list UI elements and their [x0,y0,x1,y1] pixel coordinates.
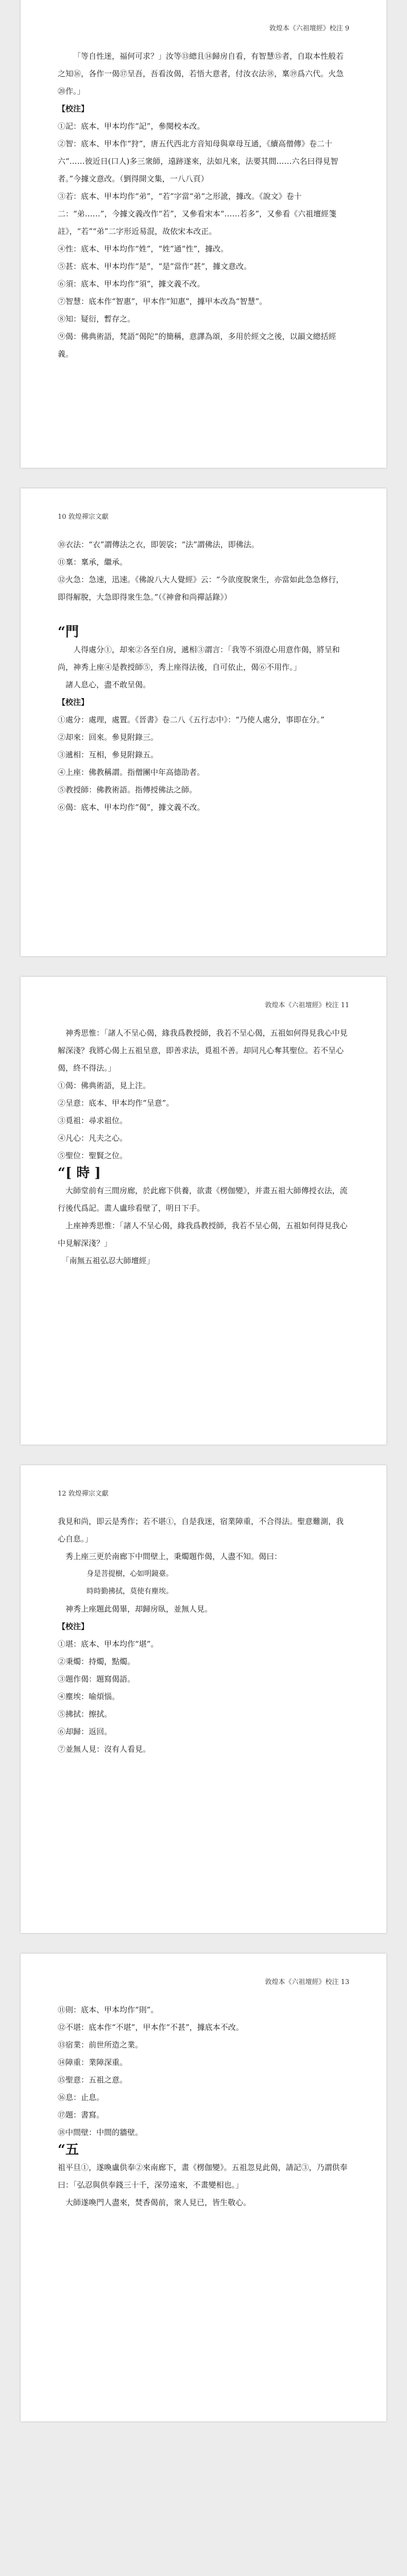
page-body [58,536,349,816]
annotation: ⑮聖意：五祖之意。 [58,2075,128,2084]
document-page-4 [21,1465,386,1933]
annotation: ⑰題：書寫。 [58,2110,105,2120]
annotation: ⑥却歸：返回。 [58,1727,112,1736]
annotation: ⑦智慧：底本作“智惠”，甲本作“知惠”，據甲本改為“智慧”。 [58,297,267,306]
page-body [58,1024,349,1269]
annotation: ②秉燭：持燭，點燭。 [58,1657,135,1666]
annotation: ⑥須：底本、甲本均作“須”，據文義不改。 [58,279,205,289]
annotation: ③題作偈：題寫偈語。 [58,1674,135,1684]
document-page-5 [21,1954,386,2421]
document-page-3 [21,977,386,1445]
body-paragraph: 我見和尚，即云是秀作；若不堪①，自是我迷，宿業障重，不合得法。聖意難測，我心自息。」 [58,1517,344,1544]
running-header: 敦煌本《六祖壇經》校注 9 [269,25,349,32]
body-paragraph: 大師堂前有三間房廊，於此廊下供養，欲畫《楞伽變》，并畫五祖大師傳授衣法，流行後代爲記。畫人盧珍看壁了，明日下手。 [58,1186,348,1213]
annotation: ③覓祖：尋求祖位。 [58,1116,128,1125]
annotation: ⑬宿業：前世所造之業。 [58,2040,143,2049]
body-paragraph: 「等自性迷，福何可求？」汝等⑬總且⑭歸房自看，有智慧⑮者，自取本性般若之知⑯，各作一偈⑰呈吾，吾看汝偈，若悟大意者，付汝衣法⑱，稟⑲爲六代。火急⑳作。」 [58,52,344,96]
annotation: ⑤拂拭：擦拭。 [58,1709,112,1719]
annotation: ⑥偈：底本、甲本均作“偈”，據文義不改。 [58,803,205,812]
annotation: ⑫火急：急速，迅速。《佛說八大人覺經》云：“今欲度脫衆生，亦當如此急急修行，即得解脫，大急即得衆生急。”（《神會和尚禪話錄》） [58,575,344,602]
annotation: ④塵埃：喻煩惱。 [58,1692,120,1701]
annotation: ④上座：佛教稱謂。指僧團中年高德劭者。 [58,768,205,777]
annotation: ②却來：回來。參見附錄三。 [58,733,159,742]
body-paragraph: 秀上座三更於南廊下中間壁上，秉燭題作偈，人盡不知。偈曰： [58,1552,282,1561]
annotation: ⑫不堪：底本作“不堪”，甲本作“不甚”，據底本不改。 [58,2023,244,2032]
body-paragraph: 神秀思惟：「諸人不呈心偈，緣我爲教授師，我若不呈心偈，五祖如何得見我心中見解深淺？我將心偈上五祖呈意，即善求法，覓祖不善。却同凡心奪其聖位。若不呈心偈，終不得法。」 [58,1028,348,1073]
section-initial: “[ 時 ] [58,1165,101,1181]
running-header: 敦煌本《六祖壇經》校注 13 [265,1978,349,1986]
section-initial: “五 [58,2142,79,2158]
body-paragraph: 「南無五祖弘忍大師壇經」 [58,1256,155,1265]
document-page-2 [21,488,386,956]
running-header: 敦煌本《六祖壇經》校注 11 [265,1002,349,1009]
annotation: ①堪：底本、甲本均作“堪”。 [58,1639,159,1649]
annotation: ①偈：佛典術語，見上注。 [58,1081,151,1090]
annotation: ①處分：處理，處置。《晉書》卷二八《五行志中》：“乃使人處分，事即在分。” [58,715,325,724]
page-body [58,2001,349,2211]
annotation: ④凡心：凡夫之心。 [58,1133,128,1143]
annotation: ⑤甚：底本、甲本均作“是”，“是”當作“甚”，據文意改。 [58,262,252,271]
verse-line: 時時勤拂拭，莫使有塵埃。 [87,1587,173,1596]
running-header: 12 敦煌禪宗文獻 [58,1490,109,1498]
annotation: ②呈意：底本、甲本均作“呈意”。 [58,1098,174,1108]
document-page-1 [21,0,386,468]
annotation: ⑯息：止息。 [58,2093,105,2102]
section-heading: 【校注】 [58,698,89,707]
page-body [58,1513,349,1758]
annotation: ④性：底本、甲本均作“姓”，“姓”通“性”，據改。 [58,244,229,253]
annotation: ⑦並無人見：沒有人看見。 [58,1744,151,1754]
annotation: ⑪稟：稟承，繼承。 [58,557,128,567]
annotation: ②智：底本、甲本作“狩”，唐五代西北方音知母與章母互通，《續高僧傳》卷二十六“……彼近日(口人)多三衆師，遠跡遂來，法如凡來，法要其間……六名曰得見智者。”今據文意改。（劉得開文集，一八八頁） [58,139,338,183]
body-paragraph: 神秀上座題此偈畢，却歸房臥，並無人見。 [58,1604,213,1614]
annotation: ⑭障重：業障深重。 [58,2058,128,2067]
body-paragraph: 上座神秀思惟：「諸人不呈心偈，緣我爲教授師，我若不呈心偈，五祖如何得見我心中見解深淺？」 [58,1221,348,1248]
body-paragraph: 人得處分①，却來②各至自房，遞相③謂言：「我等不須澄心用意作偈，將呈和尚，神秀上座④是教授師⑤，秀上座得法後，自可依止，偈⑥不用作。」 [58,645,340,672]
running-header: 10 敦煌禪宗文獻 [58,513,109,521]
section-heading: 【校注】 [58,1622,89,1631]
annotation: ⑤聖位：聖賢之位。 [58,1151,128,1160]
page-body [58,47,349,363]
body-paragraph: 祖平旦①，遂喚盧供奉②來南廊下，畫《楞伽變》。五祖忽見此偈，請記③，乃謂供奉曰：「弘忍與供奉錢三十千，深勞遠來，不畫變相也。」 [58,2163,348,2190]
section-initial: “門 [58,624,79,640]
annotation: ⑱中間壁：中間的牆壁。 [58,2128,143,2137]
annotation: ⑪則：底本、甲本均作“則”。 [58,2005,159,2014]
annotation: ③遞相：互相，參見附錄五。 [58,750,159,759]
annotation: ⑨偈：佛典術語，梵語“偈陀”的簡稱，意譯為頌，多用於經文之後，以韻文總括經義。 [58,332,336,359]
annotation: ①記：底本、甲本均作“記”，參閱校本改。 [58,122,205,131]
body-paragraph: 大師遂喚門人盡來，焚香偈前，衆人見已，皆生敬心。 [58,2198,251,2207]
annotation: ⑧知：疑衍，暫存之。 [58,314,135,324]
annotation: ⑤教授師：佛教術語。指傳授佛法之師。 [58,785,197,794]
body-paragraph: 諸人息心，盡不敢呈偈。 [58,680,151,689]
section-heading: 【校注】 [58,104,89,113]
spacer-line [58,606,349,623]
verse-line: 身是菩提樹，心如明鏡臺。 [87,1570,173,1578]
annotation: ⑩衣法：“衣”謂傳法之衣，即袈裟；“法”謂佛法，即佛法。 [58,540,259,549]
annotation: ③若：底本、甲本均作“弟”，“若”字當“弟”之形訛，據改。《說文》卷十二：“弟……”，今據文義改作“若”，又參看宋本“……若多”，又參看《六祖壇經箋註》，“若”“弟”二字形近易混，故依宋本改正。 [58,192,337,236]
